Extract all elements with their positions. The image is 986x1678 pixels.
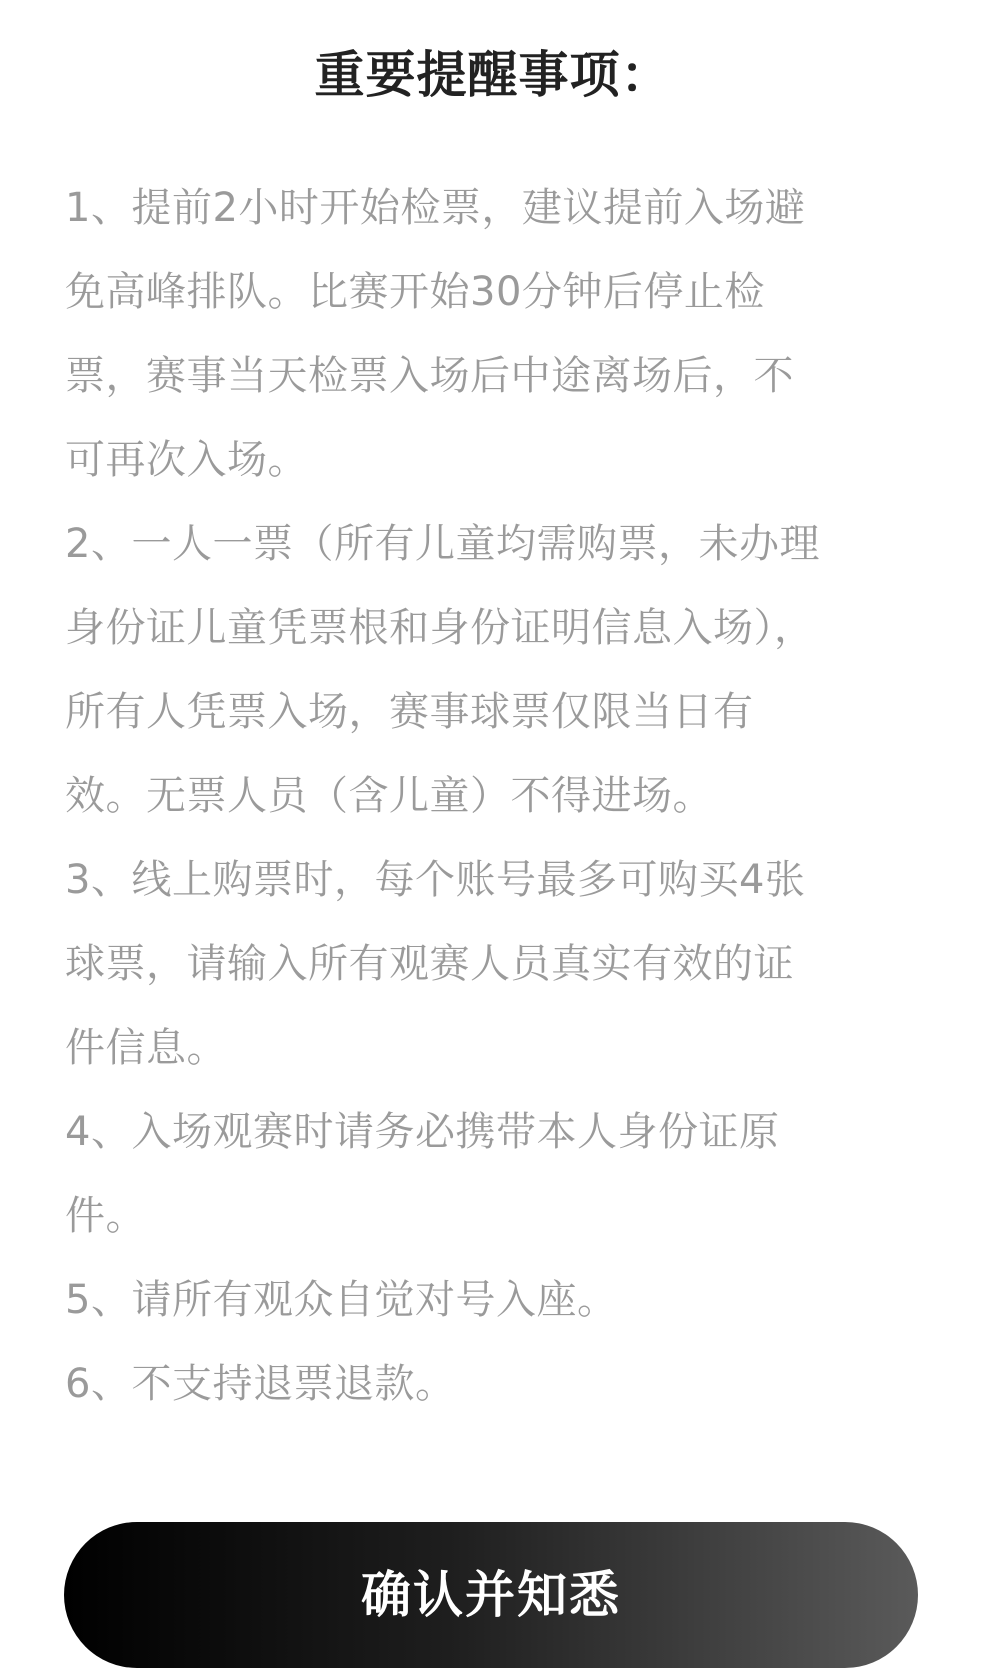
notice-line: 2、一人一票（所有儿童均需购票，未办理 xyxy=(65,521,820,567)
notice-line: 件信息。 xyxy=(65,1025,227,1071)
notice-line: 可再次入场。 xyxy=(65,437,308,483)
notice-line: 身份证儿童凭票根和身份证明信息入场）， xyxy=(65,605,815,651)
notice-line: 5、请所有观众自觉对号入座。 xyxy=(65,1277,618,1323)
confirm-acknowledge-button[interactable]: 确认并知悉 xyxy=(64,1522,918,1668)
notice-line: 件。 xyxy=(65,1193,146,1239)
notice-item-6 xyxy=(65,1342,925,1426)
notice-item-1 xyxy=(65,166,925,502)
notice-line: 4、入场观赛时请务必携带本人身份证原 xyxy=(65,1109,780,1155)
notice-item-3 xyxy=(65,838,925,1090)
notice-line: 6、不支持退票退款。 xyxy=(65,1361,456,1407)
notice-item-4 xyxy=(65,1090,925,1258)
notice-line: 1、提前2小时开始检票，建议提前入场避 xyxy=(65,185,806,231)
notice-item-5 xyxy=(65,1258,925,1342)
notice-line: 3、线上购票时，每个账号最多可购买4张 xyxy=(65,857,806,903)
notice-line: 免高峰排队。比赛开始30分钟后停止检 xyxy=(65,269,765,315)
notice-line: 所有人凭票入场，赛事球票仅限当日有 xyxy=(65,689,754,735)
notice-line: 球票，请输入所有观赛人员真实有效的证 xyxy=(65,941,794,987)
dialog-title: 重要提醒事项： xyxy=(314,46,672,104)
notice-list xyxy=(65,166,925,1426)
notice-item-2 xyxy=(65,502,925,838)
notice-line: 效。无票人员（含儿童）不得进场。 xyxy=(65,773,713,819)
notice-line: 票，赛事当天检票入场后中途离场后，不 xyxy=(65,353,794,399)
